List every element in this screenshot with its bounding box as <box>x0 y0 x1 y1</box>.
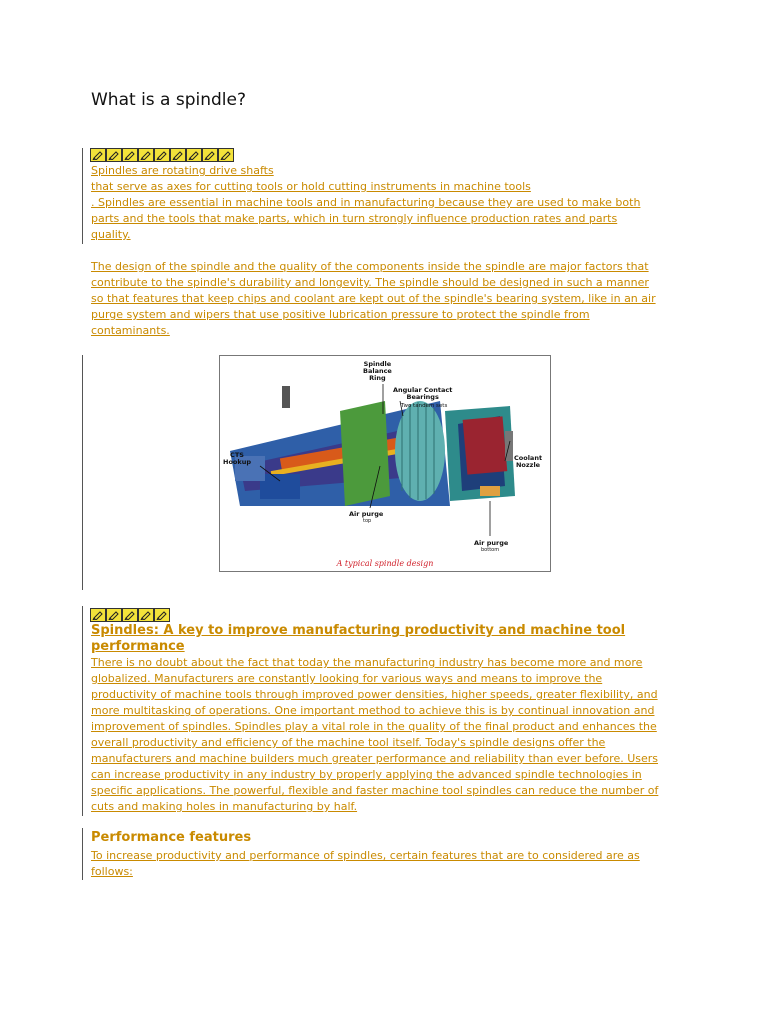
key-link[interactable]: improvement of spindles. Spindles play a vital role in the quality of the final product and enhances the <box>91 720 657 733</box>
pencil-icon <box>154 148 170 162</box>
label-air-top: Air purge <box>349 510 384 518</box>
key-link[interactable]: productivity of machine tools through improved power densities, higher speeds, greater flexibility, and <box>91 688 658 701</box>
key-link[interactable]: more multitasking of operations. One important method to achieve this is by continual innovation and <box>91 704 655 717</box>
pencil-icon <box>202 148 218 162</box>
pencil-icon <box>90 148 106 162</box>
performance-link[interactable]: follows: <box>91 865 133 878</box>
design-link[interactable]: The design of the spindle and the quality of the components inside the spindle are major factors that <box>91 260 649 273</box>
icon-strip <box>90 608 170 622</box>
design-link[interactable]: contaminants. <box>91 324 170 337</box>
label-coolant: Coolant Nozzle <box>514 454 543 469</box>
pencil-icon <box>138 148 154 162</box>
key-link[interactable]: There is no doubt about the fact that today the manufacturing industry has become more and more <box>91 656 643 669</box>
pencil-icon <box>138 608 154 622</box>
label-tandem: Two tandem sets <box>401 403 448 409</box>
label-spindle-balance: Spindle Balance Ring <box>363 360 392 382</box>
label-angular-contact: Angular Contact Bearings <box>393 386 453 401</box>
key-link[interactable]: can increase productivity in any industry by properly applying the advanced spindle technologies in <box>91 768 642 781</box>
label-air-top-sub: top <box>363 518 372 524</box>
design-link[interactable]: contribute to the spindle's durability and longevity. The spindle should be designed in such a manner <box>91 276 649 289</box>
pencil-icon <box>170 148 186 162</box>
intro-link[interactable]: Spindles are rotating drive shafts <box>91 164 274 177</box>
key-link[interactable]: globalized. Manufacturers are constantly looking for various ways and means to improve the <box>91 672 603 685</box>
performance-heading: Performance features <box>91 830 252 845</box>
intro-paragraph <box>91 163 683 243</box>
pencil-icon <box>106 608 122 622</box>
left-rule <box>82 148 83 244</box>
page-title: What is a spindle? <box>91 90 247 110</box>
performance-link[interactable]: To increase productivity and performance of spindles, certain features that are to considered are as <box>91 849 640 862</box>
key-link[interactable]: cuts and making holes in manufacturing by half. <box>91 800 358 813</box>
section-heading-link[interactable]: performance <box>91 639 185 654</box>
pencil-icon <box>106 148 122 162</box>
label-air-bottom-sub: bottom <box>481 547 500 553</box>
spindle-diagram <box>219 355 551 572</box>
key-link[interactable]: specific applications. The powerful, flexible and faster machine tool spindles can reduce the number of <box>91 784 659 797</box>
left-rule <box>82 355 83 590</box>
section-heading-link[interactable]: Spindles: A key to improve manufacturing productivity and machine tool <box>91 623 626 638</box>
intro-link[interactable]: parts and the tools that make parts, which in turn strongly influence production rates and parts <box>91 212 618 225</box>
pencil-icon <box>122 148 138 162</box>
left-rule <box>82 828 83 880</box>
label-cts: CTS Hookup <box>223 451 251 466</box>
intro-link[interactable]: . Spindles are essential in machine tools and in manufacturing because they are used to make both <box>91 196 641 209</box>
intro-link[interactable]: quality. <box>91 228 131 241</box>
design-paragraph <box>91 259 683 339</box>
pencil-icon <box>186 148 202 162</box>
design-link[interactable]: so that features that keep chips and coolant are kept out of the spindle's bearing system, like in an air <box>91 292 656 305</box>
label-air-bottom: Air purge <box>474 539 509 547</box>
figure-caption: A typical spindle design <box>336 559 434 568</box>
pencil-icon <box>218 148 234 162</box>
pencil-icon <box>154 608 170 622</box>
pencil-icon <box>90 608 106 622</box>
pencil-icon <box>122 608 138 622</box>
key-section <box>91 623 683 815</box>
design-link[interactable]: purge system and wipers that use positive lubrication pressure to protect the spindle from <box>91 308 590 321</box>
performance-section <box>91 830 683 880</box>
key-link[interactable]: manufacturers and machine builders much greater performance and reliability than ever before. Users <box>91 752 659 765</box>
key-link[interactable]: overall productivity and efficiency of the machine tool itself. Today's spindle designs offer the <box>91 736 606 749</box>
icon-strip <box>90 148 234 162</box>
left-rule <box>82 606 83 816</box>
intro-link[interactable]: that serve as axes for cutting tools or hold cutting instruments in machine tools <box>91 180 531 193</box>
